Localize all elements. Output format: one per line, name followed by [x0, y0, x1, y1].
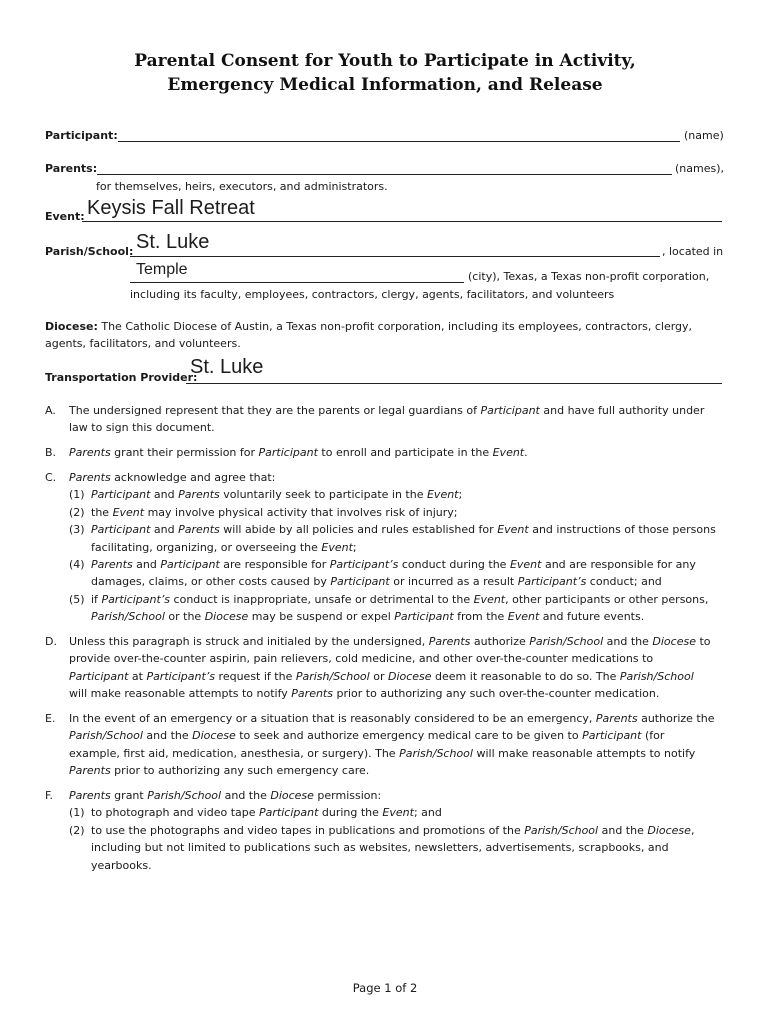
section-intro: Parents acknowledge and agree that:: [69, 471, 276, 484]
section-line: Parish/School and the Diocese to seek and authorize emergency medical care to be given to Participant (for: [69, 729, 665, 743]
section-line: law to sign this document.: [69, 421, 215, 435]
sub-item: [69, 521, 716, 556]
section-a-label: A.: [45, 404, 56, 417]
diocese-label: Diocese:: [45, 320, 98, 333]
sub-item: [69, 504, 694, 521]
sub-item-content: [91, 504, 716, 521]
section-b-body: [69, 444, 528, 461]
section-line: will make reasonable attempts to notify Parents prior to authorizing any such over-the-counter medication.: [69, 687, 660, 701]
sub-item-line: the Event may involve physical activity that involves risk of injury;: [91, 505, 458, 519]
parents-label: Parents:: [45, 162, 98, 175]
page-number: Page 1 of 2: [352, 981, 418, 995]
sub-item: [69, 591, 709, 626]
sub-item-line: yearbooks.: [91, 858, 152, 872]
parents-note: for themselves, heirs, executors, and administrators.: [96, 180, 388, 193]
sub-item-number: (3): [69, 523, 85, 537]
section-e-label: E.: [45, 712, 56, 725]
document-title-line-1: Parental Consent for Youth to Participate in Activity,: [134, 51, 636, 71]
parents-suffix: (names),: [675, 162, 725, 175]
participant-field[interactable]: [118, 141, 680, 142]
section-b-label: B.: [45, 446, 57, 459]
section-line: example, first aid, medication, anesthesia, or surgery). The Parish/School will make reasonable attempts to notify: [69, 746, 696, 760]
sub-item-content: [91, 591, 716, 626]
diocese-text-1: The Catholic Diocese of Austin, a Texas non-profit corporation, including its employees, contractors, clergy,: [101, 320, 693, 333]
sub-item-content: [91, 556, 716, 591]
sub-item-number: (1): [69, 488, 85, 502]
section-e-body: [69, 710, 715, 780]
sub-item-line: damages, claims, or other costs caused by Participant or incurred as a result Participant’s conduct; and: [91, 575, 662, 589]
sub-item-number: (2): [69, 823, 85, 837]
diocese-line-2: agents, facilitators, and volunteers.: [45, 337, 241, 350]
sub-item: [69, 486, 694, 503]
transport-value[interactable]: St. Luke: [190, 356, 264, 378]
section-d-label: D.: [45, 635, 57, 648]
event-label: Event:: [45, 210, 85, 223]
parish-note: including its faculty, employees, contractors, clergy, agents, facilitators, and volunteers: [130, 288, 615, 301]
section-line: Unless this paragraph is struck and initialed by the undersigned, Parents authorize Parish/School and the Diocese to: [69, 635, 711, 648]
participant-suffix: (name): [684, 129, 724, 142]
section-c-label: C.: [45, 471, 57, 484]
section-c-body: [69, 469, 716, 626]
event-field[interactable]: [82, 221, 722, 222]
parish-suffix: , located in: [662, 245, 724, 258]
sub-item-line: Participant and Parents voluntarily seek to participate in the Event;: [91, 488, 463, 502]
section-a-body: [69, 402, 704, 437]
section-line: provide over-the-counter aspirin, pain relievers, cold medicine, and other over-the-counter medications to: [69, 652, 654, 666]
parish-field[interactable]: [130, 256, 660, 257]
sub-item-line: to use the photographs and video tapes in publications and promotions of the Parish/School and the Diocese,: [91, 823, 695, 837]
city-suffix: (city), Texas, a Texas non-profit corporation,: [468, 270, 710, 283]
sub-item-line: facilitating, organizing, or overseeing the Event;: [91, 540, 357, 554]
sub-item-content: [91, 804, 694, 821]
section-line: The undersigned represent that they are the parents or legal guardians of Participant and have full authority under: [69, 404, 705, 417]
sub-item-number: (5): [69, 592, 85, 606]
sub-item-content: [91, 822, 694, 874]
transport-field[interactable]: [186, 383, 722, 384]
section-line: Parents grant their permission for Participant to enroll and participate in the Event.: [69, 446, 528, 459]
section-line: Participant at Participant’s request if the Parish/School or Diocese deem it reasonable to do so. The Parish/School: [69, 669, 694, 683]
sub-item-content: [91, 486, 716, 503]
sub-item-content: [91, 521, 716, 556]
section-d-body: [69, 633, 711, 703]
sub-item-number: (1): [69, 806, 85, 820]
sub-item-line: including but not limited to publications such as websites, newsletters, advertisements, scrapbooks, and: [91, 841, 669, 855]
sub-item-number: (2): [69, 505, 85, 519]
sub-item: [69, 556, 694, 591]
sub-item-line: Parish/School or the Diocese may be suspend or expel Participant from the Event and future events.: [91, 610, 645, 624]
document-title-line-2: Emergency Medical Information, and Release: [167, 75, 603, 95]
sub-item: [69, 822, 695, 874]
city-value[interactable]: Temple: [136, 261, 188, 278]
diocese-line-1: [45, 318, 692, 335]
section-f-label: F.: [45, 789, 54, 802]
sub-item-number: (4): [69, 557, 85, 571]
parish-label: Parish/School:: [45, 245, 134, 258]
section-f-body: [69, 787, 695, 874]
participant-label: Participant:: [45, 129, 118, 142]
parents-field[interactable]: [97, 174, 672, 175]
section-line: In the event of an emergency or a situation that is reasonably considered to be an emergency, Parents authorize the: [69, 712, 715, 725]
sub-item-line: Parents and Participant are responsible for Participant’s conduct during the Event and are responsible for any: [91, 557, 696, 571]
sub-item-line: Participant and Parents will abide by all policies and rules established for Event and instructions of those persons: [91, 523, 716, 537]
parish-value[interactable]: St. Luke: [136, 231, 210, 253]
section-intro: Parents grant Parish/School and the Diocese permission:: [69, 789, 382, 802]
transport-label: Transportation Provider:: [45, 371, 198, 384]
city-field[interactable]: [130, 282, 464, 283]
section-line: Parents prior to authorizing any such emergency care.: [69, 764, 370, 778]
sub-item-line: to photograph and video tape Participant during the Event; and: [91, 806, 442, 820]
event-value[interactable]: Keysis Fall Retreat: [87, 197, 255, 219]
sub-item: [69, 804, 672, 821]
sub-item-line: if Participant’s conduct is inappropriate, unsafe or detrimental to the Event, other participants or other persons,: [91, 592, 709, 606]
